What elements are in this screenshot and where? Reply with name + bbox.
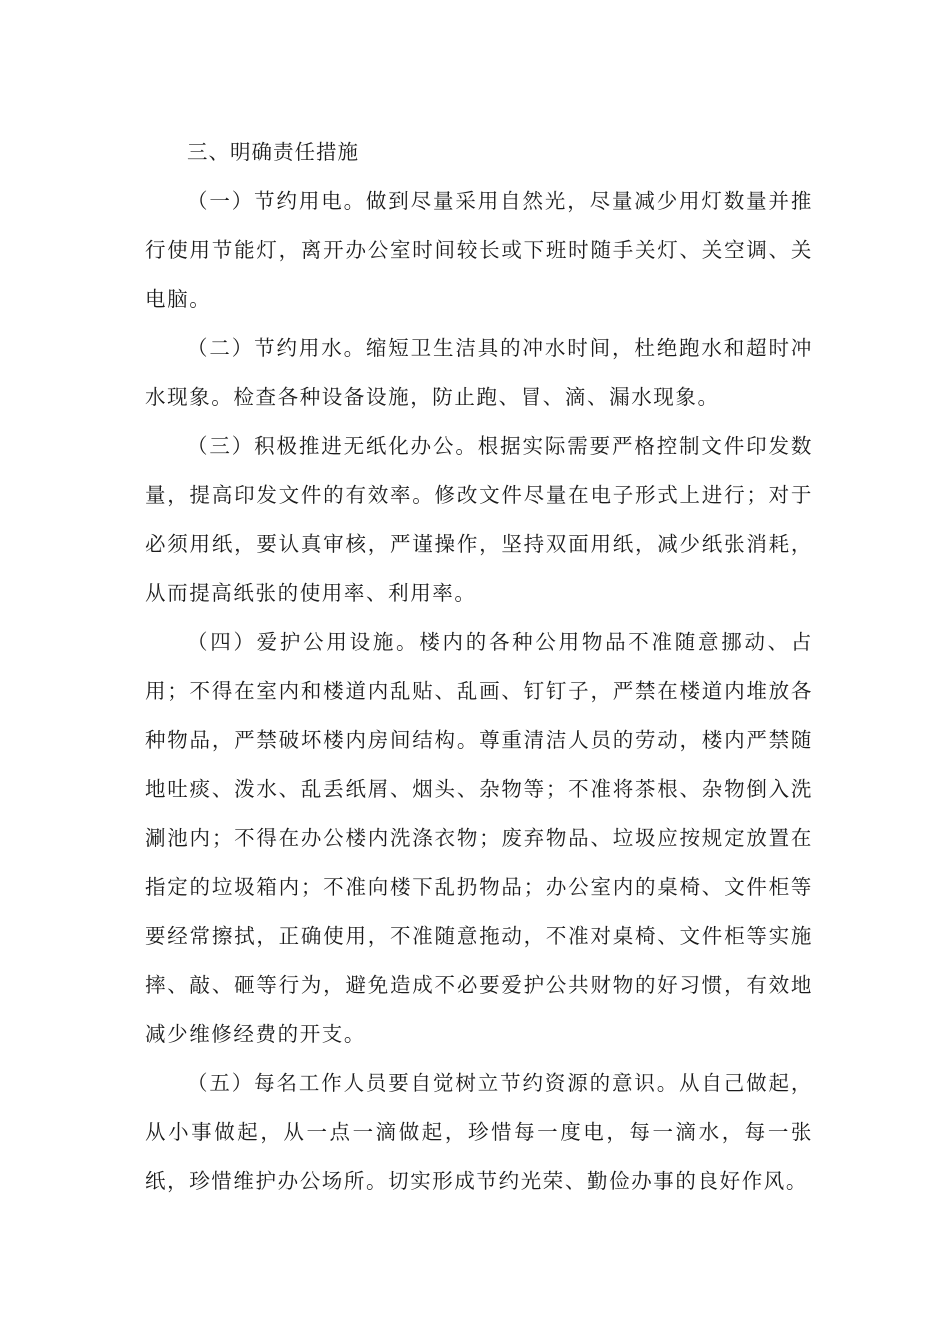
document-body <box>145 128 813 1206</box>
section-heading: 三、明确责任措施 <box>187 140 359 164</box>
paragraph-water: （二）节约用水。缩短卫生洁具的冲水时间，杜绝跑水和超时冲水现象。检查各种设备设施，防止跑、冒、滴、漏水现象。 <box>145 336 813 409</box>
paragraph-saving-awareness: （五）每名工作人员要自觉树立节约资源的意识。从自己做起，从小事做起，从一点一滴做起，珍惜每一度电，每一滴水，每一张纸，珍惜维护办公场所。切实形成节约光荣、勤俭办事的良好作风。 <box>145 1071 813 1193</box>
paragraph-electricity: （一）节约用电。做到尽量采用自然光，尽量减少用灯数量并推行使用节能灯，离开办公室时间较长或下班时随手关灯、关空调、关电脑。 <box>145 189 813 311</box>
paragraph-paperless-office: （三）积极推进无纸化办公。根据实际需要严格控制文件印发数量，提高印发文件的有效率。修改文件尽量在电子形式上进行；对于必须用纸，要认真审核，严谨操作，坚持双面用纸，减少纸张消耗，从而提高纸张的使用率、利用率。 <box>145 434 813 605</box>
paragraph-public-facilities: （四）爱护公用设施。楼内的各种公用物品不准随意挪动、占用；不得在室内和楼道内乱贴、乱画、钉钉子，严禁在楼道内堆放各种物品，严禁破坏楼内房间结构。尊重清洁人员的劳动，楼内严禁随地吐痰、泼水、乱丢纸屑、烟头、杂物等；不准将茶根、杂物倒入洗涮池内；不得在办公楼内洗涤衣物；废弃物品、垃圾应按规定放置在指定的垃圾箱内；不准向楼下乱扔物品；办公室内的桌椅、文件柜等要经常擦拭，正确使用，不准随意拖动，不准对桌椅、文件柜等实施摔、敲、砸等行为，避免造成不必要爱护公共财物的好习惯，有效地减少维修经费的开支。 <box>145 630 813 1046</box>
